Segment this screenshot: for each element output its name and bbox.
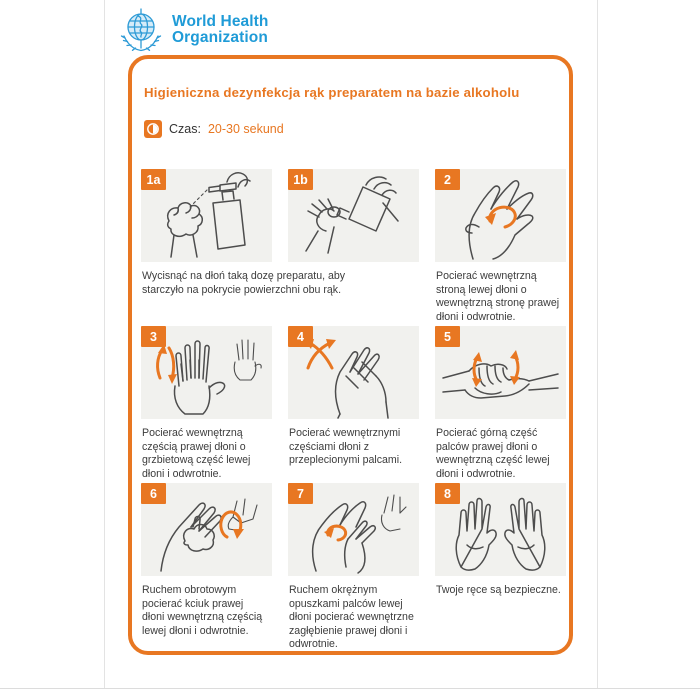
step-panel-3 bbox=[141, 326, 272, 419]
step-caption-6: Ruchem obrotowym pocierać kciuk prawej dłoni wewnętrzną częścią lewej dłoni i odwrotnie. bbox=[142, 584, 263, 637]
step-panel-4 bbox=[288, 326, 419, 419]
who-logo bbox=[117, 7, 269, 53]
step-caption-2: Pocierać wewnętrzną stroną lewej dłoni o wewnętrzną stronę prawej dłoni i odwrotnie. bbox=[436, 270, 560, 323]
duration-value: 20-30 sekund bbox=[207, 122, 284, 136]
clock-icon bbox=[144, 120, 162, 138]
step-panel-7 bbox=[288, 483, 419, 576]
step-caption-5: Pocierać górną część palców prawej dłoni o wewnętrzną część lewej dłoni i odwrotnie. bbox=[436, 427, 550, 480]
step-number-badge: 5 bbox=[435, 326, 460, 347]
step-caption-3: Pocierać wewnętrzną częścią prawej dłoni o grzbietową część lewej dłoni i odwrotnie. bbox=[142, 427, 251, 480]
step-number-badge: 1a bbox=[141, 169, 166, 190]
step-number-badge: 4 bbox=[288, 326, 313, 347]
who-logo-text bbox=[172, 7, 269, 46]
step-number-badge: 2 bbox=[435, 169, 460, 190]
poster-page bbox=[104, 0, 598, 688]
page-bottom-edge bbox=[0, 688, 700, 689]
poster-frame bbox=[128, 55, 573, 655]
step-caption-7: Ruchem okrężnym opuszkami palców lewej dłoni pocierać wewnętrzne zagłębienie prawej dłoni i odwrotnie. bbox=[289, 584, 414, 651]
who-globe-icon bbox=[117, 7, 165, 53]
step-caption-4: Pocierać wewnętrznymi częściami dłoni z przeplecionymi palcami. bbox=[289, 427, 403, 467]
step-panel-5 bbox=[435, 326, 566, 419]
step-number-badge: 8 bbox=[435, 483, 460, 504]
who-logo-line2: Organization bbox=[172, 29, 268, 47]
step-panel-2 bbox=[435, 169, 566, 262]
step-number-badge: 3 bbox=[141, 326, 166, 347]
step-caption-1: Wycisnąć na dłoń taką dozę preparatu, aby starczyło na pokrycie powierzchni obu rąk. bbox=[142, 270, 346, 296]
step-number-badge: 6 bbox=[141, 483, 166, 504]
step-panel-8 bbox=[435, 483, 566, 576]
step-number-badge: 7 bbox=[288, 483, 313, 504]
step-caption-8: Twoje ręce są bezpieczne. bbox=[436, 584, 561, 596]
step-panel-1a bbox=[141, 169, 272, 262]
steps-grid bbox=[141, 169, 566, 652]
poster-title: Higieniczna dezynfekcja rąk preparatem na bazie alkoholu bbox=[144, 85, 520, 100]
step-panel-6 bbox=[141, 483, 272, 576]
step-panel-1b bbox=[288, 169, 419, 262]
step-number-badge: 1b bbox=[288, 169, 313, 190]
duration-row bbox=[144, 120, 284, 138]
duration-label: Czas: bbox=[169, 122, 201, 136]
who-logo-line1: World Health bbox=[172, 13, 269, 30]
